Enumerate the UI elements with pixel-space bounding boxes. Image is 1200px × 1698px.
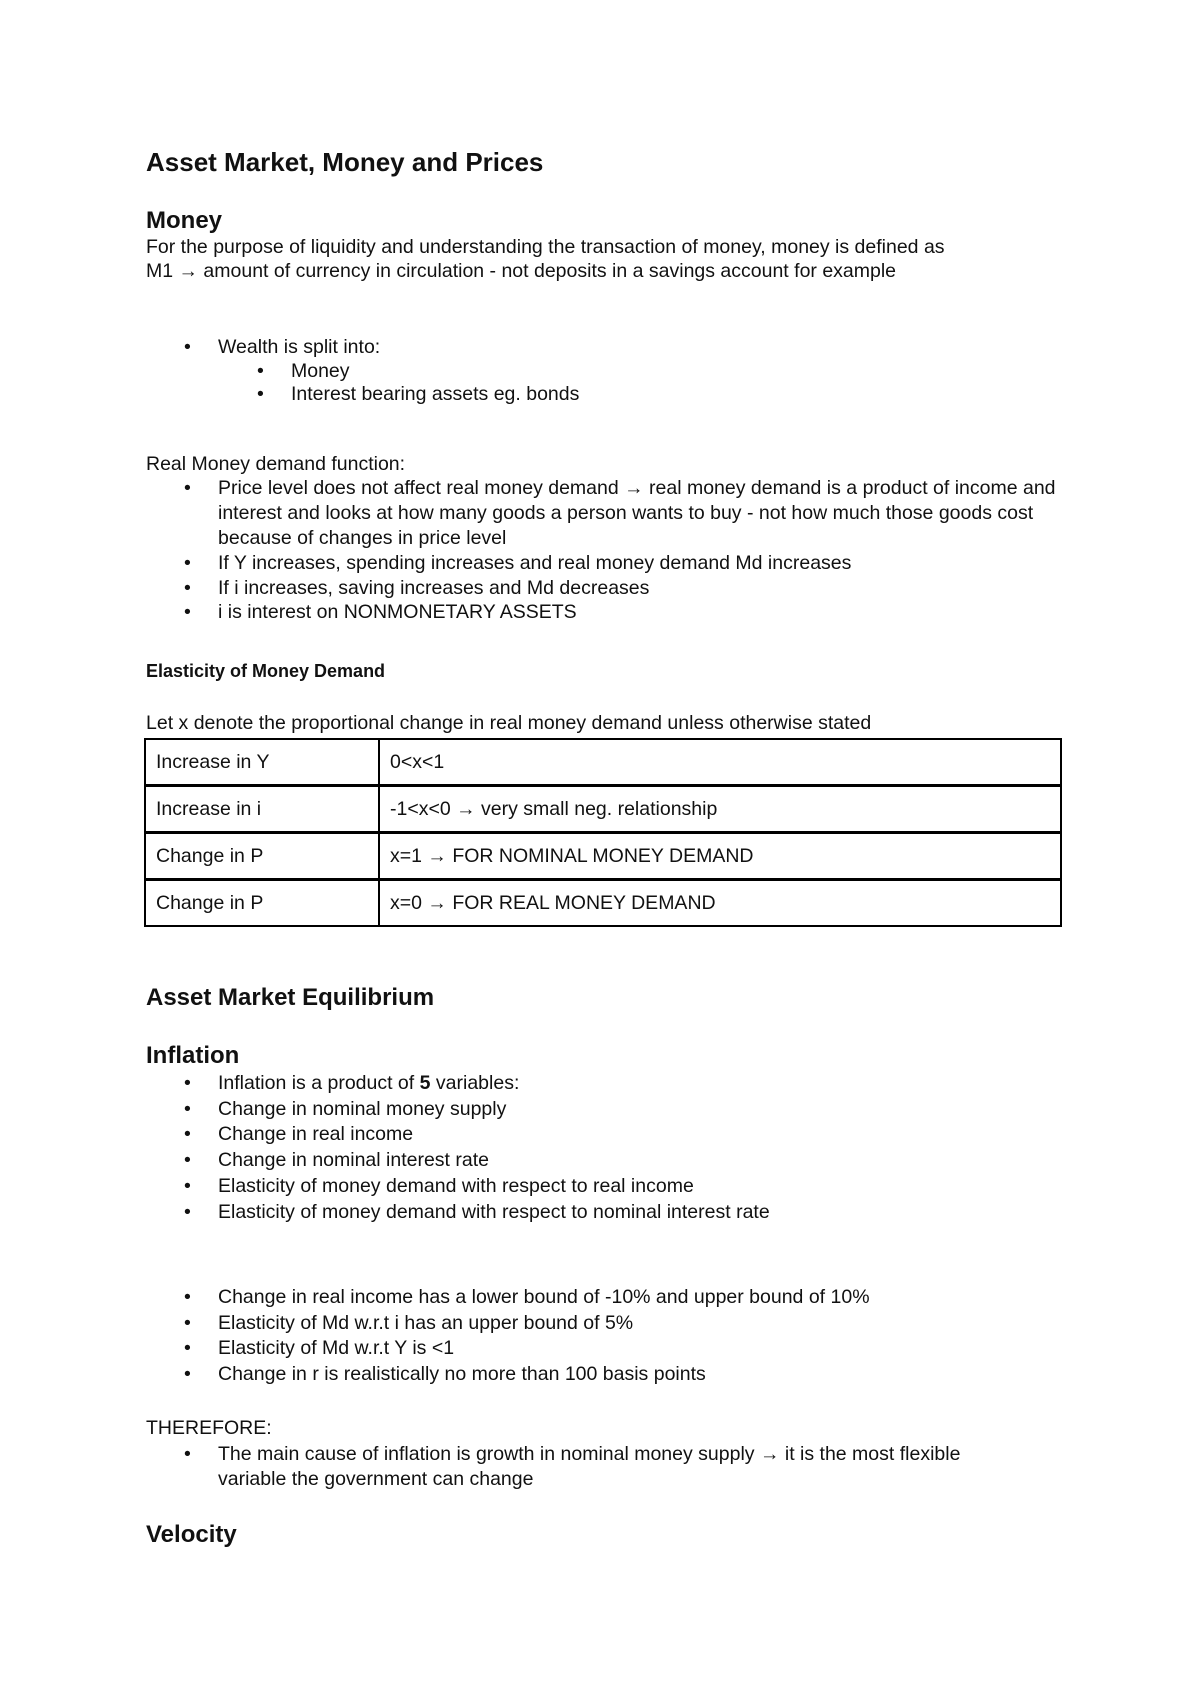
bullet-icon: • [184,552,191,574]
bullet-icon: • [184,1337,191,1359]
label-real-money: Real Money demand function: [146,453,406,475]
list-item-text: Change in real income [218,1123,414,1145]
list-item [184,600,577,625]
section-heading-equilibrium: Asset Market Equilibrium [146,984,435,1011]
list-item [184,1174,694,1199]
list-item-text: Change in nominal interest rate [218,1149,489,1171]
list-item-text: Interest bearing assets eg. bonds [291,383,580,405]
section-heading-money: Money [146,207,223,234]
list-item-text: variables: [430,1072,520,1094]
table-row [145,880,1061,927]
list-item-text: If Y increases, spending increases and real money demand Md increases [218,552,852,574]
list-item [184,1362,706,1387]
list-item [184,476,1068,551]
list-item-text: Elasticity of money demand with respect to real income [218,1175,694,1197]
therefore-label: THEREFORE: [146,1417,272,1439]
bullet-icon: • [184,1123,191,1145]
bullet-icon: • [184,1286,191,1308]
table-intro: Let x denote the proportional change in real money demand unless otherwise stated [146,712,872,734]
list-item-text: The main cause of inflation is growth in nominal money supply → it is the most flexible variable the government can change [218,1443,961,1490]
list-item-text: i is interest on NONMONETARY ASSETS [218,601,577,623]
list-item-text: Change in real income has a lower bound of -10% and upper bound of 10% [218,1286,870,1308]
bullet-icon: • [184,1312,191,1334]
table-row [145,739,1061,786]
bullet-icon: • [184,1149,191,1171]
list-item [184,1285,870,1310]
table-row [145,786,1061,833]
bullet-icon: • [184,601,191,623]
list-item [184,551,852,576]
bullet-icon: • [184,336,191,358]
bullet-icon: • [257,360,264,382]
bullet-icon: • [184,577,191,599]
list-item-text: Change in r is realistically no more than 100 basis points [218,1363,706,1385]
paragraph-line: M1 → amount of currency in circulation - not deposits in a savings account for example [146,260,897,282]
emphasis: 5 [419,1072,431,1094]
list-item-text: Elasticity of Md w.r.t i has an upper bound of 5% [218,1312,634,1334]
bullet-icon: • [184,477,191,499]
list-item [184,576,650,601]
bullet-icon: • [184,1443,191,1465]
table-cell: 0<x<1 [379,739,1061,786]
table-cell: x=1 → FOR NOMINAL MONEY DEMAND [379,833,1061,880]
section-heading-velocity: Velocity [146,1521,237,1548]
list-item-text: Elasticity of Md w.r.t Y is <1 [218,1337,455,1359]
table-cell: x=0 → FOR REAL MONEY DEMAND [379,880,1061,927]
list-item-text: Money [291,360,350,382]
elasticity-table [144,738,1062,927]
list-item-text: If i increases, saving increases and Md decreases [218,577,650,599]
subheading-elasticity: Elasticity of Money Demand [146,661,386,681]
bullet-icon: • [184,1201,191,1223]
list-item-text: Price level does not affect real money demand → real money demand is a product of income and interest and looks at how many goods a person wants to buy - not how much those goods cost because of changes in price level [218,477,1056,549]
table-cell: Change in P [145,880,379,927]
list-item [184,1122,414,1147]
list-item-text: Wealth is split into: [218,336,381,358]
list-item [257,359,350,384]
table-cell: Change in P [145,833,379,880]
bullet-icon: • [184,1098,191,1120]
list-item [184,1200,770,1225]
section-heading-inflation: Inflation [146,1042,240,1069]
list-item-text: Change in nominal money supply [218,1098,507,1120]
list-item [184,1097,507,1122]
table-cell: Increase in i [145,786,379,833]
list-item-text: Elasticity of money demand with respect to nominal interest rate [218,1201,770,1223]
list-item [184,1336,455,1361]
page-title: Asset Market, Money and Prices [146,147,544,177]
table-cell: -1<x<0 → very small neg. relationship [379,786,1061,833]
paragraph-line: For the purpose of liquidity and understanding the transaction of money, money is defined as [146,236,945,258]
list-item [184,1071,520,1096]
bullet-icon: • [257,383,264,405]
list-item [184,335,381,360]
list-item [184,1311,634,1336]
bullet-icon: • [184,1072,191,1094]
bullet-icon: • [184,1175,191,1197]
list-item [184,1442,1018,1492]
list-item [257,382,580,407]
table-row [145,833,1061,880]
list-item-text: Inflation is a product of [218,1072,420,1094]
table-cell: Increase in Y [145,739,379,786]
list-item [184,1148,489,1173]
bullet-icon: • [184,1363,191,1385]
